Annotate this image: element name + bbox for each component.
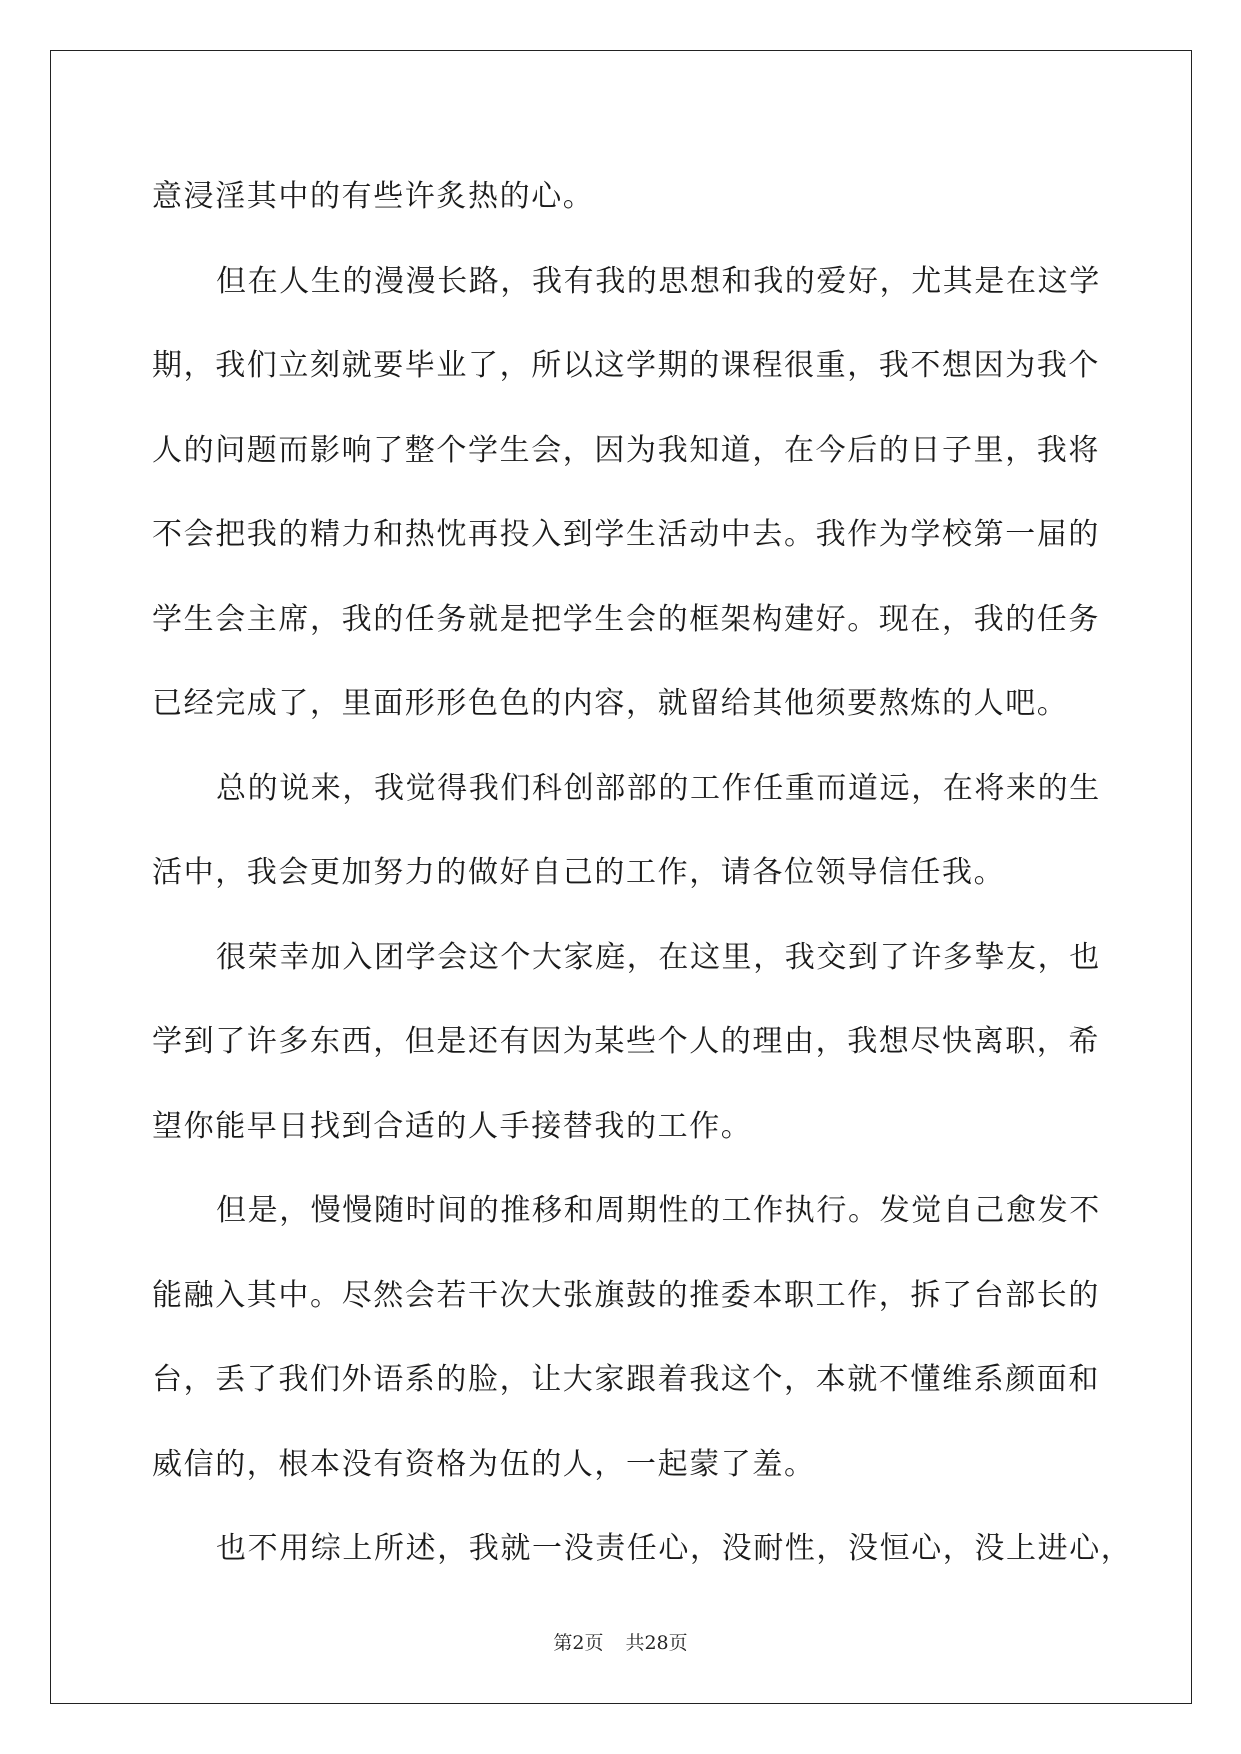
paragraph-2	[152, 240, 1101, 747]
paragraph-3	[152, 747, 1101, 916]
text-line: 期，我们立刻就要毕业了，所以这学期的课程很重，我不想因为我个	[152, 348, 1100, 383]
text-line: 学到了许多东西，但是还有因为某些个人的理由，我想尽快离职，希	[152, 1024, 1100, 1059]
text-line: 人的问题而影响了整个学生会，因为我知道，在今后的日子里，我将	[152, 432, 1100, 468]
text-line: 很荣幸加入团学会这个大家庭，在这里，我交到了许多挚友，也	[216, 939, 1101, 975]
text-line: 不会把我的精力和热忱再投入到学生活动中去。我作为学校第一届的	[152, 517, 1100, 552]
text-line: 学生会主席，我的任务就是把学生会的框架构建好。现在，我的任务	[152, 601, 1100, 637]
text-line: 但是，慢慢随时间的推移和周期性的工作执行。发觉自己愈发不	[216, 1193, 1101, 1228]
paragraph-6	[152, 1507, 1133, 1592]
paragraph-5	[152, 1169, 1101, 1507]
text-line: 也不用综上所述，我就一没责任心，没耐性，没恒心，没上进心，	[216, 1531, 1133, 1566]
text-line: 已经完成了，里面形形色色的内容，就留给其他须要熬炼的人吧。	[152, 686, 1069, 721]
document-body	[152, 155, 1133, 1592]
text-line: 但在人生的漫漫长路，我有我的思想和我的爱好，尤其是在这学	[216, 263, 1101, 299]
text-line: 望你能早日找到合适的人手接替我的工作。	[152, 1108, 753, 1144]
text-line: 活中，我会更加努力的做好自己的工作，请各位领导信任我。	[152, 855, 1006, 890]
text-line: 意浸淫其中的有些许炙热的心。	[152, 179, 595, 214]
page-footer	[0, 1628, 1241, 1655]
paragraph-1	[152, 155, 1092, 240]
paragraph-4	[152, 916, 1101, 1170]
text-line: 能融入其中。尽然会若干次大张旗鼓的推委本职工作，拆了台部长的	[152, 1277, 1100, 1313]
page-total: 共28页	[625, 1632, 688, 1654]
text-line: 威信的，根本没有资格为伍的人，一起蒙了羞。	[152, 1446, 816, 1482]
page-number: 第2页	[553, 1632, 604, 1654]
text-line: 台，丢了我们外语系的脸，让大家跟着我这个，本就不懂维系颜面和	[152, 1362, 1100, 1397]
text-line: 总的说来，我觉得我们科创部部的工作任重而道远，在将来的生	[216, 770, 1101, 806]
